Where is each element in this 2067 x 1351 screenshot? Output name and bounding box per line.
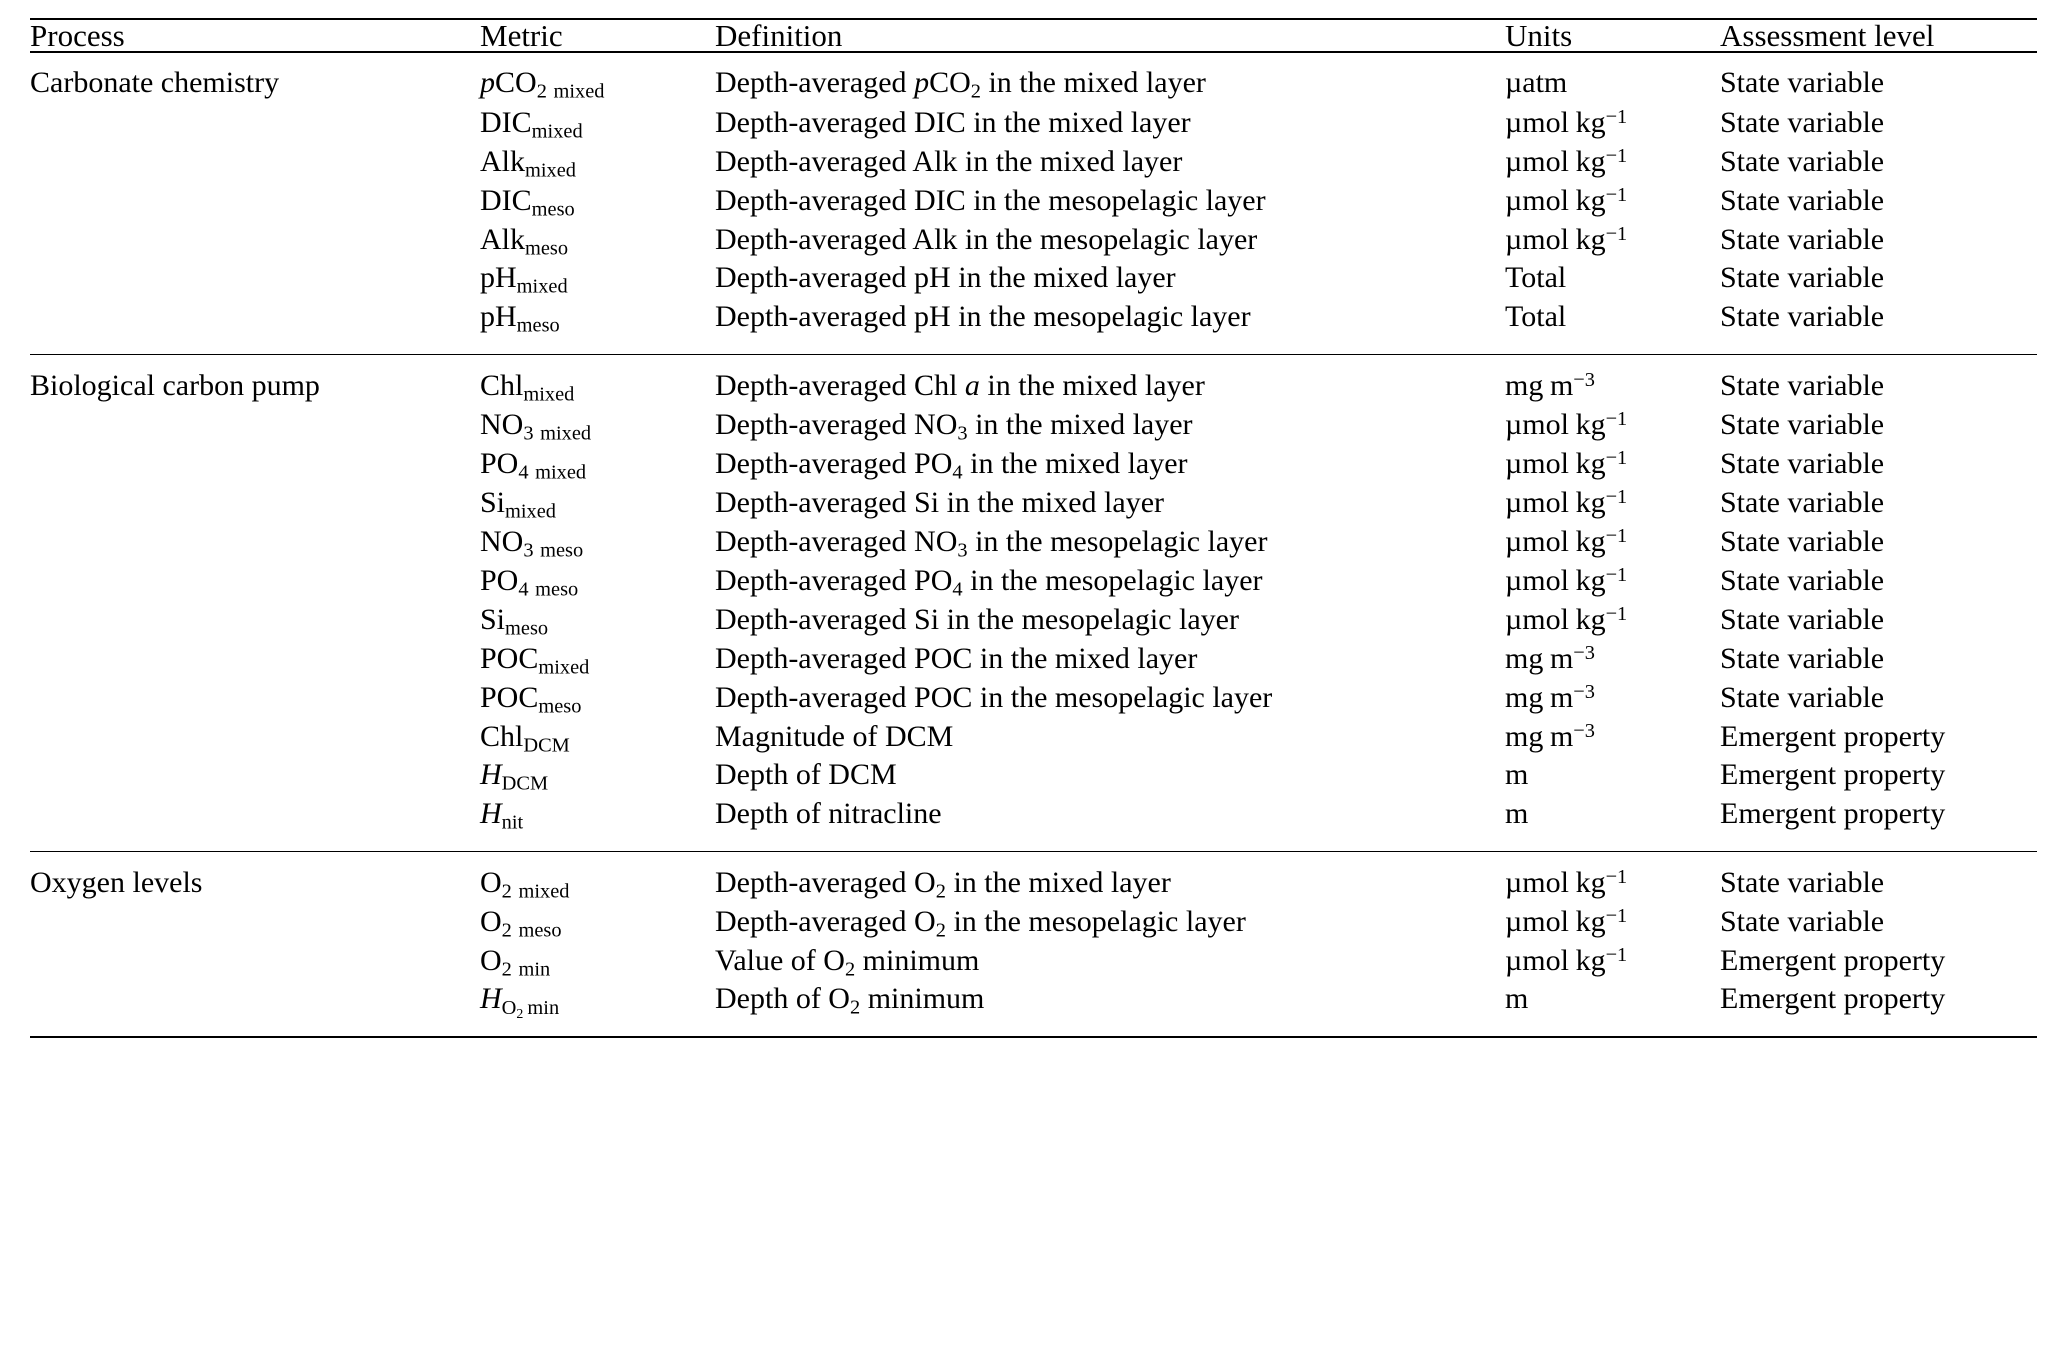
cell-definition: Depth-averaged POC in the mesopelagic layer — [715, 681, 1273, 715]
cell-definition: Depth-averaged POC in the mixed layer — [715, 642, 1198, 676]
cell-definition: Depth-averaged DIC in the mixed layer — [715, 106, 1191, 140]
cell-process — [30, 448, 480, 487]
cell-process — [30, 263, 480, 302]
column-header-assessment-level: Assessment level — [1720, 19, 2037, 52]
cell-process — [30, 409, 480, 448]
cell-assessment-level: State variable — [1720, 184, 1885, 218]
cell-metric: Chl$_{mixed}$ — [480, 355, 715, 410]
cell-definition: Depth-averaged DIC in the mesopelagic layer — [715, 184, 1266, 218]
table-row — [30, 107, 2037, 146]
table-row — [30, 799, 2037, 852]
table-row — [30, 604, 2037, 643]
cell-process — [30, 906, 480, 945]
cell-units: m — [1505, 982, 1529, 1015]
cell-metric: $H_{O_2 min}$ — [480, 982, 560, 1022]
table-row — [30, 565, 2037, 604]
table-row — [30, 263, 2037, 302]
cell-units: µmol $kg^{-1}$ — [1505, 486, 1628, 520]
cell-metric: $pH_{meso}$ — [480, 300, 560, 337]
cell-definition: Depth-averaged Si in the mesopelagic layer — [715, 603, 1239, 637]
cell-assessment-level: Emergent property — [1720, 944, 1946, 978]
cell-metric: $PO_4$ $_{meso}$ — [480, 564, 579, 601]
cell-units: Total — [1505, 300, 1567, 333]
metrics-table — [30, 18, 2037, 1038]
cell-metric: $PO_4$ $_{mixed}$ — [480, 447, 587, 484]
cell-units: m — [1505, 758, 1529, 791]
table-bottom-rule — [30, 1037, 2037, 1038]
table-row — [30, 682, 2037, 721]
cell-process: Biological carbon pump — [30, 355, 480, 410]
rule-cell — [1505, 1037, 1720, 1038]
cell-definition: Depth-averaged $PO_4$ in the mesopelagic layer — [715, 564, 1263, 601]
cell-assessment-level: State variable — [1720, 603, 1885, 637]
cell-process — [30, 760, 480, 799]
cell-metric: $DIC_{meso}$ — [480, 184, 575, 221]
table-row — [30, 487, 2037, 526]
cell-metric: $POC_{mixed}$ — [480, 642, 590, 679]
rule-cell — [30, 1037, 480, 1038]
cell-process — [30, 604, 480, 643]
cell-assessment-level: State variable — [1720, 681, 1885, 715]
cell-definition: Depth-averaged Alk in the mixed layer — [715, 145, 1183, 179]
cell-process — [30, 682, 480, 721]
table-row — [30, 302, 2037, 355]
cell-process — [30, 984, 480, 1037]
header-row — [30, 19, 2037, 52]
cell-assessment-level: Emergent property — [1720, 758, 1946, 791]
cell-assessment-level: State variable — [1720, 447, 1885, 481]
cell-assessment-level: State variable — [1720, 852, 2037, 907]
cell-units: mg $m^{-3}$ — [1505, 355, 1720, 410]
cell-metric: pCO$_2$ $_{mixed}$ — [480, 52, 715, 107]
cell-definition: Depth-averaged pH in the mesopelagic layer — [715, 300, 1251, 333]
table-row — [30, 185, 2037, 224]
cell-assessment-level: State variable — [1720, 355, 2037, 410]
cell-process — [30, 487, 480, 526]
cell-definition: Depth-averaged Alk in the mesopelagic layer — [715, 223, 1258, 257]
column-header-metric: Metric — [480, 19, 715, 52]
cell-definition: Depth-averaged pCO$_2$ in the mixed layer — [715, 52, 1505, 107]
cell-units: µmol $kg^{-1}$ — [1505, 603, 1628, 637]
cell-units: mg $m^{-3}$ — [1505, 642, 1595, 676]
cell-process — [30, 945, 480, 984]
cell-units: mg $m^{-3}$ — [1505, 681, 1595, 715]
cell-definition: Value of $O_2$ minimum — [715, 944, 980, 981]
cell-units: m — [1505, 797, 1529, 830]
cell-assessment-level: State variable — [1720, 145, 1885, 179]
cell-assessment-level: State variable — [1720, 642, 1885, 676]
cell-metric: Alk$_{meso}$ — [480, 223, 569, 260]
cell-metric: $pH_{mixed}$ — [480, 261, 568, 298]
cell-process — [30, 224, 480, 263]
cell-units: µmol $kg^{-1}$ — [1505, 564, 1628, 598]
table-header — [30, 19, 2037, 52]
cell-process — [30, 721, 480, 760]
cell-definition: Depth-averaged $PO_4$ in the mixed layer — [715, 447, 1188, 484]
cell-metric: Alk$_{mixed}$ — [480, 145, 576, 182]
table-row — [30, 448, 2037, 487]
table-row — [30, 146, 2037, 185]
cell-process — [30, 185, 480, 224]
cell-units: µmol $kg^{-1}$ — [1505, 145, 1628, 179]
cell-definition: Depth-averaged $NO_3$ in the mixed layer — [715, 408, 1193, 445]
cell-units: µmol $kg^{-1}$ — [1505, 852, 1720, 907]
cell-assessment-level: State variable — [1720, 486, 1885, 520]
cell-metric: $O_2$ $_{min}$ — [480, 944, 551, 981]
cell-units: µmol $kg^{-1}$ — [1505, 184, 1628, 218]
cell-units: µmol $kg^{-1}$ — [1505, 106, 1628, 140]
cell-metric: $O_2$ $_{mixed}$ — [480, 852, 715, 907]
cell-definition: Depth of $O_2$ minimum — [715, 982, 985, 1019]
table-row — [30, 852, 2037, 907]
cell-definition: Depth-averaged $O_2$ in the mesopelagic layer — [715, 905, 1246, 942]
cell-metric: Chl$_{DCM}$ — [480, 720, 570, 757]
cell-metric: $DIC_{mixed}$ — [480, 106, 583, 143]
cell-process — [30, 146, 480, 185]
column-header-units: Units — [1505, 19, 1720, 52]
table-row — [30, 945, 2037, 984]
cell-assessment-level: State variable — [1720, 564, 1885, 598]
cell-process — [30, 107, 480, 146]
cell-units: Total — [1505, 261, 1567, 294]
table-row — [30, 409, 2037, 448]
cell-definition: Depth of nitracline — [715, 797, 942, 830]
rule-cell — [1720, 1037, 2037, 1038]
cell-units: mg $m^{-3}$ — [1505, 720, 1595, 754]
table-row — [30, 984, 2037, 1037]
cell-units: µmol $kg^{-1}$ — [1505, 905, 1628, 939]
cell-metric: $O_2$ $_{meso}$ — [480, 905, 562, 942]
cell-definition: Magnitude of DCM — [715, 720, 954, 754]
cell-metric: $POC_{meso}$ — [480, 681, 582, 718]
cell-metric: $Si_{meso}$ — [480, 603, 549, 640]
column-header-definition: Definition — [715, 19, 1505, 52]
cell-process — [30, 526, 480, 565]
table-row — [30, 906, 2037, 945]
cell-process — [30, 643, 480, 682]
table-row — [30, 760, 2037, 799]
cell-assessment-level: Emergent property — [1720, 982, 1946, 1015]
table-row — [30, 52, 2037, 107]
cell-assessment-level: Emergent property — [1720, 720, 1946, 754]
cell-metric: $H_{nit}$ — [480, 797, 524, 834]
cell-assessment-level: State variable — [1720, 106, 1885, 140]
cell-units: µatm — [1505, 52, 1720, 107]
cell-process — [30, 799, 480, 852]
cell-definition: Depth-averaged Chl a in the mixed layer — [715, 355, 1505, 410]
column-header-process: Process — [30, 19, 480, 52]
cell-assessment-level: State variable — [1720, 300, 1885, 333]
rule-cell — [715, 1037, 1505, 1038]
cell-process — [30, 302, 480, 355]
cell-metric: $NO_3$ $_{mixed}$ — [480, 408, 592, 445]
cell-assessment-level: State variable — [1720, 905, 1885, 939]
cell-units: µmol $kg^{-1}$ — [1505, 223, 1628, 257]
table-row — [30, 355, 2037, 410]
cell-assessment-level: State variable — [1720, 408, 1885, 442]
cell-assessment-level: State variable — [1720, 223, 1885, 257]
cell-definition: Depth of DCM — [715, 758, 897, 791]
cell-process: Carbonate chemistry — [30, 52, 480, 107]
table-row — [30, 526, 2037, 565]
cell-process: Oxygen levels — [30, 852, 480, 907]
table-row — [30, 721, 2037, 760]
table-row — [30, 643, 2037, 682]
cell-assessment-level: Emergent property — [1720, 797, 1946, 830]
cell-units: µmol $kg^{-1}$ — [1505, 408, 1628, 442]
cell-definition: Depth-averaged $NO_3$ in the mesopelagic layer — [715, 525, 1268, 562]
cell-assessment-level: State variable — [1720, 261, 1885, 294]
cell-metric: $H_{DCM}$ — [480, 758, 549, 795]
cell-assessment-level: State variable — [1720, 525, 1885, 559]
cell-assessment-level: State variable — [1720, 52, 2037, 107]
table-row — [30, 224, 2037, 263]
cell-process — [30, 565, 480, 604]
cell-definition: Depth-averaged Si in the mixed layer — [715, 486, 1165, 520]
table-body — [30, 52, 2037, 1038]
cell-metric: $Si_{mixed}$ — [480, 486, 556, 523]
cell-units: µmol $kg^{-1}$ — [1505, 944, 1628, 978]
cell-units: µmol $kg^{-1}$ — [1505, 525, 1628, 559]
cell-definition: Depth-averaged pH in the mixed layer — [715, 261, 1176, 294]
rule-cell — [480, 1037, 715, 1038]
cell-metric: $NO_3$ $_{meso}$ — [480, 525, 584, 562]
cell-units: µmol $kg^{-1}$ — [1505, 447, 1628, 481]
cell-definition: Depth-averaged $O_2$ in the mixed layer — [715, 852, 1505, 907]
